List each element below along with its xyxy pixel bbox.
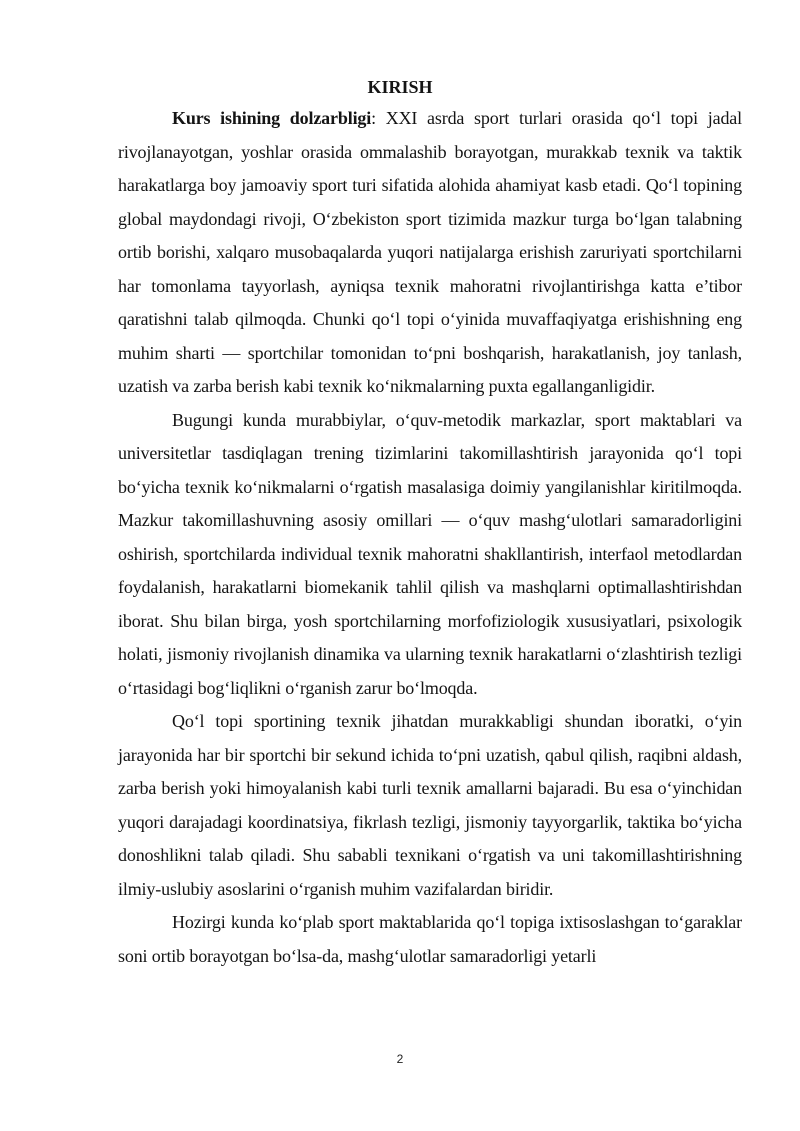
paragraph: Qo‘l topi sportining texnik jihatdan murakkabligi shundan iboratki, o‘yin jarayonida har bir sportchi bir sekund ichida to‘pni uzatish, qabul qilish, raqibni aldash, zarba berish yoki himoyalanish kabi turli texnik amallarni bajaradi. Bu esa o‘yinchidan yuqori darajadagi koordinatsiya, fikrlash tezligi, jismoniy tayyorgarlik, taktika bo‘yicha donoshlikni talab qiladi. Shu sababli texnikani o‘rgatish va uni takomillashtirishning ilmiy-uslubiy asoslarini o‘rganish muhim vazifalardan biridir. <box>118 711 742 899</box>
body-text <box>118 102 742 973</box>
section-heading: KIRISH <box>367 77 433 97</box>
paragraph: Bugungi kunda murabbiylar, o‘quv-metodik markazlar, sport maktablari va universitetlar tasdiqlagan trening tizimlarini takomillashtirish jarayonida qo‘l topi bo‘yicha texnik ko‘nikmalarni o‘rgatish masalasiga doimiy yangilanishlar kiritilmoqda. Mazkur takomillashuvning asosiy omillari — o‘quv mashg‘ulotlari samaradorligini oshirish, sportchilarda individual texnik mahoratni shakllantirish, interfaol metodlardan foydalanish, harakatlarni biomekanik tahlil qilish va mashqlarni optimallashtirishdan iborat. Shu bilan birga, yosh sportchilarning morfofiziologik xususiyatlari, psixologik holati, jismoniy rivojlanish dinamika va ularning texnik harakatlarni o‘zlashtirish tezligi o‘rtasidagi bog‘liqlikni o‘rganish zarur bo‘lmoqda. <box>118 409 742 698</box>
paragraph-lead: Kurs ishining dolzarbligi <box>172 108 372 128</box>
paragraph-text: : XXI asrda sport turlari orasida qo‘l topi jadal rivojlanayotgan, yoshlar orasida ommalashib borayotgan, murakkab texnik va taktik harakatlarga boy jamoaviy sport turi sifatida alohida ahamiyat kasb etadi. Qo‘l topining global maydondagi rivoji, O‘zbekiston sport tizimida mazkur turga bo‘lgan talabning ortib borishi, xalqaro musobaqalarda yuqori natijalarga erishish zaruriyati sportchilarni har tomonlama tayyorlash, ayniqsa texnik mahoratni rivojlantirishga katta e’tibor qaratishni talab qilmoqda. Chunki qo‘l topi o‘yinida muvaffaqiyatga erishishning eng muhim sharti — sportchilar tomonidan to‘pni boshqarish, harakatlanish, joy tanlash, uzatish va zarba berish kabi texnik ko‘nikmalarning puxta egallanganligidir. <box>118 108 742 396</box>
paragraph: Hozirgi kunda ko‘plab sport maktablarida qo‘l topiga ixtisoslashgan to‘garaklar soni ortib borayotgan bo‘lsa-da, mashg‘ulotlar samaradorligi yetarli <box>118 912 742 966</box>
paragraph-relevance <box>118 102 742 404</box>
page-number: 2 <box>396 1052 404 1066</box>
